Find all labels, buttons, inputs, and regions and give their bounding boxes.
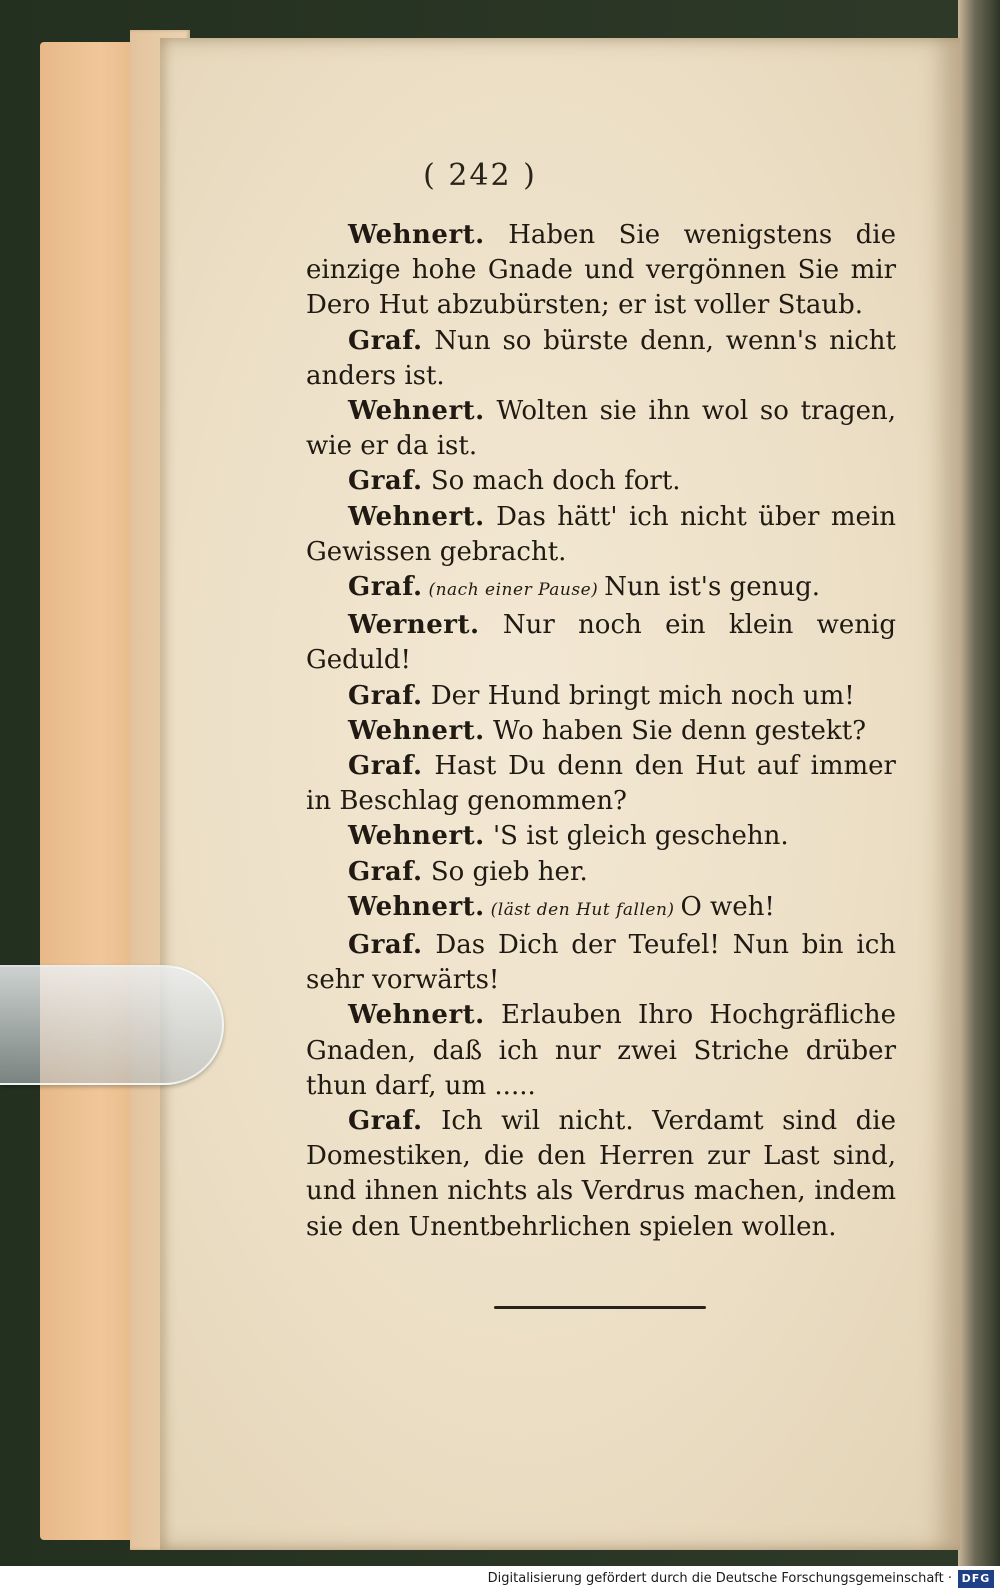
- paragraph: [306, 714, 896, 749]
- paragraph: [306, 855, 896, 890]
- speech: So gieb her.: [422, 856, 588, 887]
- speaker: Graf.: [348, 930, 423, 961]
- funding-credit: Digitalisierung gefördert durch die Deutsche Forschungsgemeinschaft ·: [487, 1571, 952, 1586]
- speech: O weh!: [680, 891, 775, 922]
- end-rule: [494, 1306, 706, 1309]
- dfg-logo: DFG: [958, 1570, 994, 1588]
- speaker: Wehnert.: [348, 715, 485, 746]
- speech: Das Dich der Teufel! Nun bin ich sehr vorwärts!: [306, 930, 896, 996]
- speaker: Graf.: [348, 856, 423, 887]
- page-clip: [0, 965, 224, 1085]
- speaker: Graf.: [348, 466, 423, 497]
- speech: Ich wil nicht. Verdamt sind die Domestiken, die den Herren zur Last sind, und ihnen nichts als Verdrus machen, indem sie den Unentbehrlichen spielen wollen.: [306, 1106, 896, 1242]
- speaker: Wehnert.: [348, 220, 485, 250]
- speaker: Graf.: [348, 325, 423, 356]
- speaker: Graf.: [348, 680, 423, 711]
- book-page: [160, 38, 960, 1550]
- stage-direction: (läst den Hut fallen): [484, 899, 681, 920]
- speech: Wo haben Sie denn gestekt?: [484, 715, 867, 746]
- facing-page-edge: [958, 0, 1000, 1566]
- paragraph: [306, 394, 896, 464]
- paragraph: [306, 608, 896, 678]
- speaker: Graf.: [348, 572, 423, 603]
- speaker: Wehnert.: [348, 1000, 485, 1031]
- speech: Hast Du denn den Hut auf immer in Beschlag genommen?: [306, 751, 896, 817]
- paragraph: [306, 679, 896, 714]
- speaker: Wehnert.: [348, 501, 485, 532]
- stage-direction: (nach einer Pause): [422, 580, 605, 601]
- speech: Das hätt' ich nicht über mein Gewissen gebracht.: [306, 501, 896, 567]
- speaker: Wehnert.: [348, 396, 485, 427]
- speech: Haben Sie wenigstens die einzige hohe Gnade und vergönnen Sie mir Dero Hut abzubürsten; er ist voller Staub.: [306, 220, 896, 321]
- speech: Nun so bürste denn, wenn's nicht anders ist.: [306, 325, 896, 391]
- speech: Wolten sie ihn wol so tragen, wie er da ist.: [306, 396, 896, 462]
- page-number: ( 242 ): [423, 158, 537, 193]
- paragraph: [306, 749, 896, 819]
- paragraph: [306, 1104, 896, 1245]
- paragraph: [306, 890, 896, 928]
- paragraph: [306, 570, 896, 608]
- speaker: Wehnert.: [348, 821, 485, 852]
- speaker: Wernert.: [348, 610, 480, 641]
- speech: Erlauben Ihro Hochgräfliche Gnaden, daß ich nur zwei Striche drüber thun darf, um .....: [306, 1000, 896, 1101]
- paragraph: [306, 998, 896, 1104]
- paragraph: [306, 464, 896, 499]
- paragraph: [306, 819, 896, 854]
- speech: Nur noch ein klein wenig Geduld!: [306, 610, 896, 676]
- paragraph: [306, 218, 896, 324]
- speech: Der Hund bringt mich noch um!: [422, 680, 855, 711]
- paragraph: [306, 324, 896, 394]
- speaker: Graf.: [348, 1106, 423, 1137]
- paragraph: [306, 500, 896, 570]
- speech: So mach doch fort.: [422, 466, 681, 497]
- speaker: Graf.: [348, 751, 423, 782]
- speech: 'S ist gleich geschehn.: [484, 821, 789, 852]
- page-text: [306, 218, 896, 1245]
- paragraph: [306, 928, 896, 998]
- footer-bar: [0, 1566, 1000, 1593]
- speaker: Wehnert.: [348, 891, 485, 922]
- speech: Nun ist's genug.: [604, 572, 820, 603]
